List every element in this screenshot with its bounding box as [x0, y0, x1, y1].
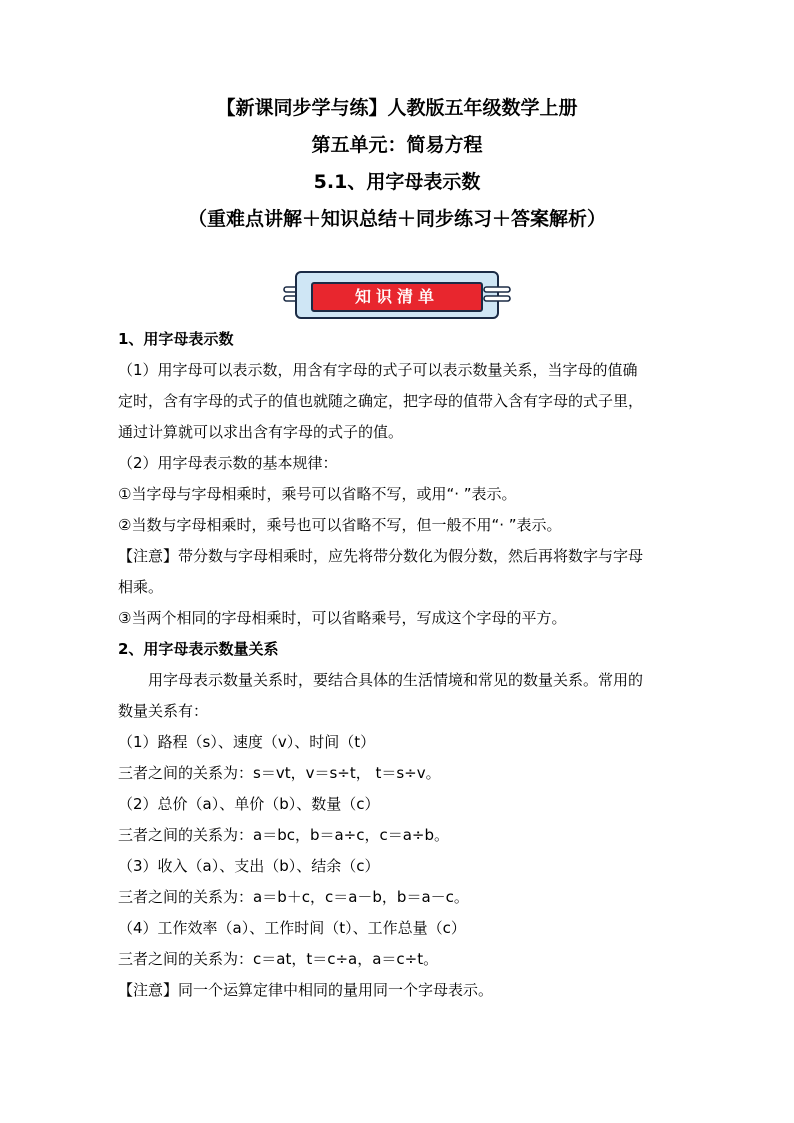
relation-line: 三者之间的关系为：s＝vt，v＝s÷t， t＝s÷v。	[118, 764, 441, 782]
unit-title: 第五单元：简易方程	[311, 134, 483, 156]
section-2-heading: 2、用字母表示数量关系	[118, 640, 279, 658]
note-line: 【注意】同一个运算定律中相同的量用同一个字母表示。	[118, 981, 494, 999]
relation-line: 三者之间的关系为：a＝bc，b＝a÷c，c＝a÷b。	[118, 826, 450, 844]
quantity-item: （3）收入（a）、支出（b）、结余（c）	[118, 857, 380, 875]
paragraph-line: 定时，含有字母的式子的值也就随之确定，把字母的值带入含有字母的式子里，	[118, 392, 644, 410]
paragraph-line: 用字母表示数量关系时，要结合具体的生活情境和常见的数量关系。常用的	[148, 671, 644, 689]
lesson-title: 5.1、用字母表示数	[313, 171, 481, 193]
note-line: 相乘。	[118, 578, 164, 596]
relation-line: 三者之间的关系为：c＝at，t＝c÷a，a＝c÷t。	[118, 950, 439, 968]
document-title: 【新课同步学与练】人教版五年级数学上册	[216, 97, 578, 119]
rule-item: ③当两个相同的字母相乘时，可以省略乘号，写成这个字母的平方。	[118, 609, 567, 627]
quantity-item: （2）总价（a）、单价（b）、数量（c）	[118, 795, 380, 813]
section-1-heading: 1、用字母表示数	[118, 330, 234, 348]
paragraph-line: 通过计算就可以求出含有字母的式子的值。	[118, 423, 404, 441]
quantity-item: （4）工作效率（a）、工作时间（t）、工作总量（c）	[118, 919, 466, 937]
paragraph-line: 数量关系有：	[118, 702, 209, 720]
rule-item: ②当数与字母相乘时，乘号也可以省略不写，但一般不用“· ”表示。	[118, 516, 562, 534]
quantity-item: （1）路程（s）、速度（v）、时间（t）	[118, 733, 376, 751]
lesson-subtitle: （重难点讲解＋知识总结＋同步练习＋答案解析）	[187, 208, 606, 230]
relation-line: 三者之间的关系为：a＝b＋c，c＝a－b，b＝a－c。	[118, 888, 469, 906]
paragraph-line: （2）用字母表示数的基本规律：	[118, 454, 338, 472]
note-line: 【注意】带分数与字母相乘时，应先将带分数化为假分数，然后再将数字与字母	[118, 547, 644, 565]
knowledge-list-banner	[283, 270, 511, 318]
banner-label: 知识清单	[311, 282, 483, 312]
banner-hook-right-icon	[483, 284, 511, 304]
paragraph-line: （1）用字母可以表示数，用含有字母的式子可以表示数量关系，当字母的值确	[118, 361, 638, 379]
rule-item: ①当字母与字母相乘时，乘号可以省略不写，或用“· ”表示。	[118, 485, 517, 503]
